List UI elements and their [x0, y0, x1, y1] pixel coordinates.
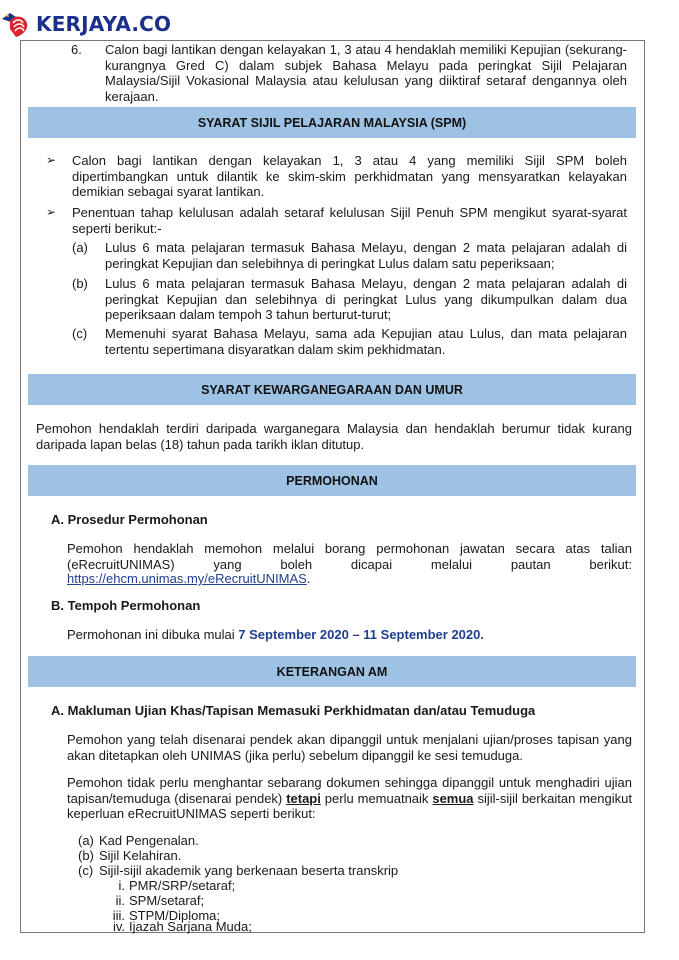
site-logo[interactable]	[0, 8, 171, 40]
doc-item: Sijil-sijil akademik yang berkenaan beserta transkrip	[99, 863, 399, 878]
academic-label: i.	[118, 878, 125, 893]
spm-sub-item-a: Lulus 6 mata pelajaran termasuk Bahasa Melayu, dengan 2 mata pelajaran adalah di peringkat Kepujian dan selebihnya di peringkat Lulus dalam satu peperiksaan;	[105, 240, 627, 271]
link-suffix: .	[306, 571, 311, 586]
procedure-heading: A. Prosedur Permohonan	[51, 512, 208, 527]
doc-label: (b)	[78, 848, 94, 863]
item-6-text: Calon bagi lantikan dengan kelayakan 1, 3 atau 4 hendaklah memiliki Kepujian (sekurang-kurangnya Gred C) dalam subjek Bahasa Melayu pada peringkat Sijil Pelajaran Malaysia/Sijil Vokasional Malaysia atau kelulusan yang diiktiraf setaraf dengannya oleh kerajaan.	[105, 42, 627, 104]
sub-item-label: (b)	[72, 276, 88, 291]
period-label: Permohonan ini dibuka mulai	[67, 627, 239, 642]
procedure-link-line	[67, 571, 310, 587]
p2-emphasis-tetapi: tetapi	[286, 790, 321, 806]
spm-bullet-2: Penentuan tahap kelulusan adalah setaraf kelulusan Sijil Penuh SPM mengikut syarat-syarat seperti berikut:-	[72, 205, 627, 236]
section-header-application: PERMOHONAN	[28, 465, 636, 496]
period-dates: 7 September 2020 – 11 September 2020.	[238, 627, 484, 642]
spm-sub-item-c: Memenuhi syarat Bahasa Melayu, sama ada Kepujian atau Lulus, dan mata pelajaran tertentu sepertimana disyaratkan dalam skim pekhidmatan.	[105, 326, 627, 357]
item-number: 6.	[71, 42, 82, 57]
p2-emphasis-semua: semua	[432, 790, 474, 806]
screening-paragraph-1: Pemohon yang telah disenarai pendek akan dipanggil untuk menjalani ujian/proses tapisan yang akan ditetapkan oleh UNIMAS (jika perlu) sebelum dipanggil ke sesi temuduga.	[67, 732, 632, 763]
academic-label: iii.	[112, 908, 125, 923]
procedure-text: Pemohon hendaklah memohon melalui borang permohonan jawatan secara atas talian (eRecruitUNIMAS) yang boleh dicapai melalui pautan berikut:	[67, 541, 632, 572]
sub-item-label: (a)	[72, 240, 88, 255]
period-heading: B. Tempoh Permohonan	[51, 598, 201, 613]
academic-item: SPM/setaraf;	[129, 893, 205, 908]
academic-label: ii.	[115, 893, 125, 908]
screening-paragraph-2	[67, 775, 632, 822]
academic-item: Ijazah Sarjana Muda;	[129, 919, 252, 934]
academic-label: iv.	[112, 919, 125, 934]
academic-item: PMR/SRP/setaraf;	[129, 878, 236, 893]
academic-item: STPM/Diploma;	[129, 908, 221, 923]
p2-text-1: Pemohon tidak perlu menghantar sebarang dokumen sehingga dipanggil untuk menghadiri ujian tapisan/temuduga (disenarai pendek)	[67, 775, 632, 806]
logo-text: KERJAYA.CO	[36, 12, 172, 36]
section-header-citizenship: SYARAT KEWARGANEGARAAN DAN UMUR	[28, 374, 636, 405]
spm-sub-item-b: Lulus 6 mata pelajaran termasuk Bahasa Melayu, dengan 2 mata pelajaran adalah di peringkat Kepujian dan selebihnya di peringkat Lulus yang dikumpulkan dalam dua peperiksaan dalam tempoh 3 tahun berturut-turut;	[105, 276, 627, 322]
citizenship-text: Pemohon hendaklah terdiri daripada warganegara Malaysia dan hendaklah berumur tidak kurang daripada lapan belas (18) tahun pada tarikh iklan ditutup.	[36, 421, 632, 452]
section-header-general: KETERANGAN AM	[28, 656, 636, 687]
malaysia-flag-heart-icon	[0, 9, 36, 39]
p2-text-3: sijil-sijil berkaitan mengikut keperluan eRecruitUNIMAS seperti berikut:	[67, 790, 632, 821]
doc-item: Kad Pengenalan.	[99, 833, 199, 848]
screening-heading: A. Makluman Ujian Khas/Tapisan Memasuki Perkhidmatan dan/atau Temuduga	[51, 703, 536, 718]
document-page	[20, 40, 645, 933]
doc-label: (a)	[78, 833, 94, 848]
section-header-spm: SYARAT SIJIL PELAJARAN MALAYSIA (SPM)	[28, 107, 636, 138]
doc-item: Sijil Kelahiran.	[99, 848, 182, 863]
period-text	[67, 627, 484, 643]
arrow-bullet-icon: ➢	[46, 153, 57, 167]
doc-label: (c)	[78, 863, 94, 878]
p2-text-2: perlu memuatnaik	[320, 790, 433, 806]
sub-item-label: (c)	[72, 326, 88, 341]
erecruit-link[interactable]: https://ehcm.unimas.my/eRecruitUNIMAS	[67, 571, 307, 586]
arrow-bullet-icon: ➢	[46, 205, 57, 219]
spm-bullet-1: Calon bagi lantikan dengan kelayakan 1, 3 atau 4 yang memiliki Sijil SPM boleh dipertimbangkan untuk dilantik ke skim-skim perkhidmatan yang mensyaratkan kelayakan demikian sebagai syarat lantikan.	[72, 153, 627, 199]
